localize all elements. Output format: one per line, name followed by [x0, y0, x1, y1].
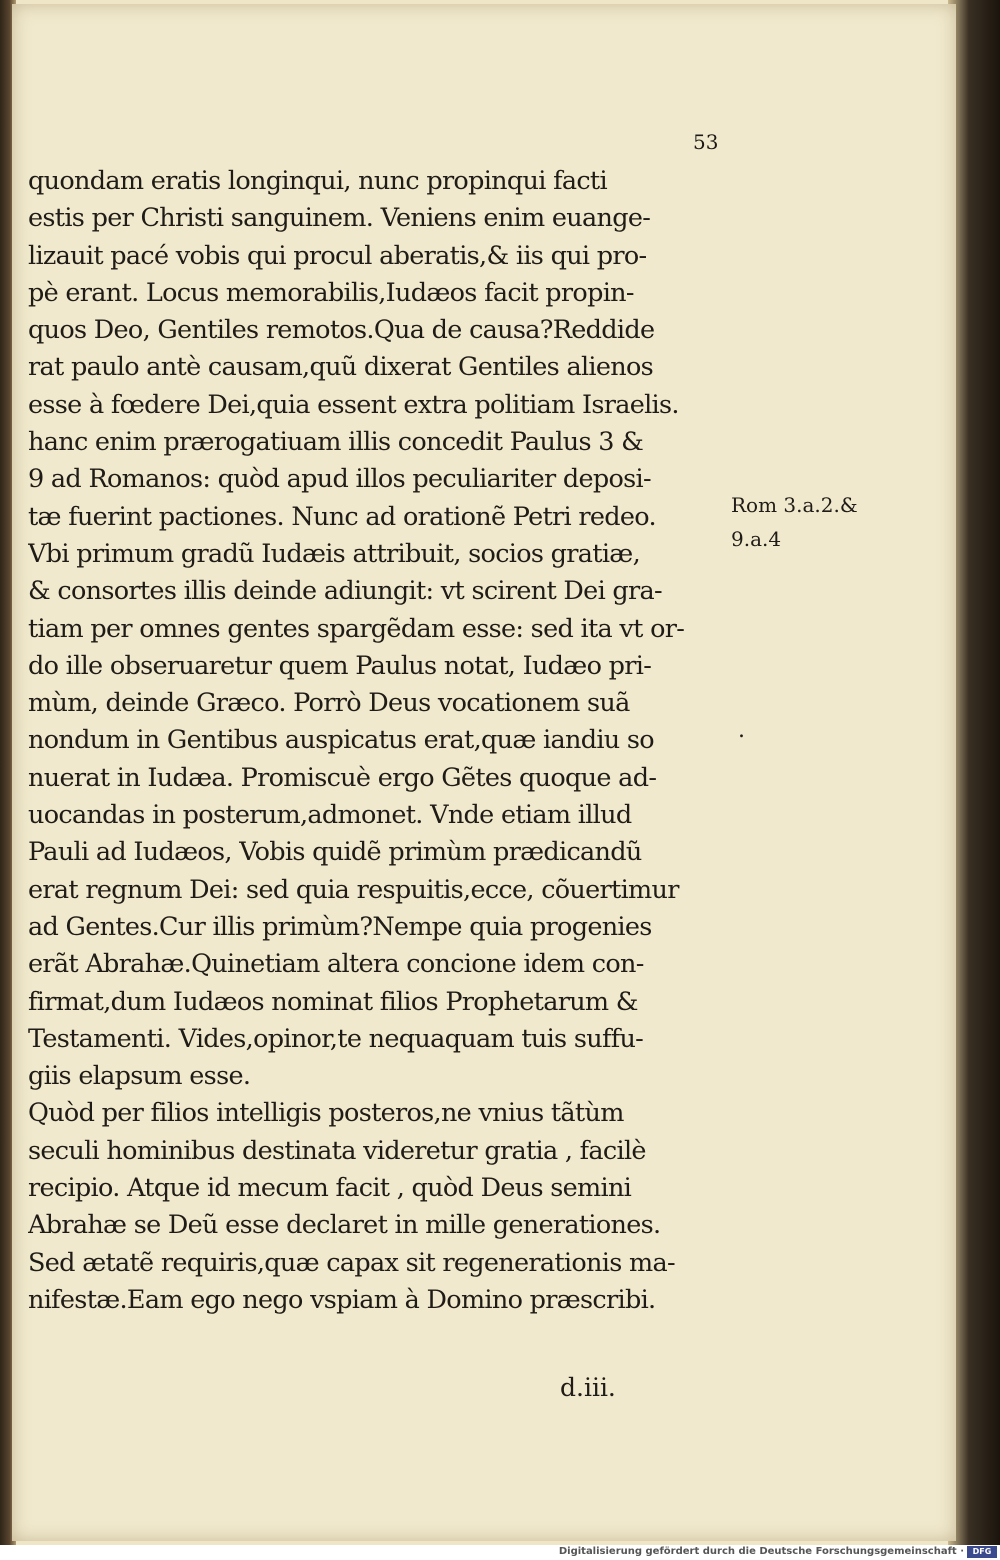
text-line: recipio. Atque id mecum facit , quòd Deus semini	[28, 1173, 632, 1204]
margin-mark: .	[738, 718, 745, 743]
text-line: & consortes illis deinde adiungit: vt scirent Dei gra-	[28, 576, 662, 607]
text-line: Pauli ad Iudæos, Vobis quidẽ primùm prædicandũ	[28, 837, 642, 868]
text-line: pè erant. Locus memorabilis,Iudæos facit propin-	[28, 277, 634, 308]
text-line: rat paulo antè causam,quũ dixerat Gentiles alienos	[28, 352, 654, 383]
text-line: tiam per omnes gentes spargẽdam esse: sed ita vt or-	[28, 613, 685, 644]
text-line: Sed ætatẽ requiris,quæ capax sit regenerationis ma-	[28, 1247, 675, 1278]
margin-note-line-1: Rom 3.a.2.&	[731, 493, 858, 517]
text-line: ad Gentes.Cur illis primùm?Nempe quia progenies	[28, 911, 652, 942]
text-line: Abrahæ se Deũ esse declaret in mille generationes.	[28, 1210, 661, 1241]
text-line: uocandas in posterum,admonet. Vnde etiam illud	[28, 800, 632, 831]
margin-note-line-2: 9.a.4	[731, 527, 782, 551]
footer-credit: Digitalisierung gefördert durch die Deutsche Forschungsgemeinschaft ·	[558, 1546, 964, 1557]
text-line: mùm, deinde Græco. Porrò Deus vocationem suã	[28, 688, 630, 719]
text-line: Vbi primum gradũ Iudæis attribuit, socios gratiæ,	[28, 538, 640, 569]
text-line: erat regnum Dei: sed quia respuitis,ecce, cõuertimur	[28, 874, 679, 905]
text-line: Testamenti. Vides,opinor,te nequaquam tuis suffu-	[28, 1023, 644, 1054]
text-line: giis elapsum esse.	[28, 1061, 251, 1092]
text-line: tæ fuerint pactiones. Nunc ad orationẽ Petri redeo.	[28, 501, 656, 532]
text-line: quondam eratis longinqui, nunc propinqui facti	[28, 166, 607, 196]
text-line: 9 ad Romanos: quòd apud illos peculiariter deposi-	[28, 464, 651, 495]
text-line: estis per Christi sanguinem. Veniens enim euange-	[28, 203, 651, 234]
text-line: hanc enim prærogatiuam illis concedit Paulus 3 &	[28, 427, 644, 458]
text-line: firmat,dum Iudæos nominat filios Prophetarum &	[28, 986, 638, 1017]
text-line: erãt Abrahæ.Quinetiam altera concione idem con-	[28, 949, 644, 980]
body-text-block	[28, 163, 718, 1319]
text-line: esse à fœdere Dei,quia essent extra politiam Israelis.	[28, 389, 679, 420]
text-line: quos Deo, Gentiles remotos.Qua de causa?Reddide	[28, 315, 655, 346]
text-line: seculi hominibus destinata videretur gratia , facilè	[28, 1135, 646, 1166]
text-line: nuerat in Iudæa. Promiscuè ergo Gẽtes quoque ad-	[28, 762, 657, 793]
text-line: do ille obseruaretur quem Paulus notat, Iudæo pri-	[28, 650, 652, 681]
text-line: nondum in Gentibus auspicatus erat,quæ iandiu so	[28, 725, 654, 756]
text-line: Quòd per filios intelligis posteros,ne vnius tãtùm	[28, 1098, 624, 1129]
digitization-footer	[0, 1545, 1000, 1560]
signature-mark: d.iii.	[560, 1373, 616, 1402]
dfg-logo-icon: DFG	[967, 1546, 997, 1558]
text-line: lizauit pacé vobis qui procul aberatis,& iis qui pro-	[28, 240, 647, 271]
page-number: 53	[693, 130, 719, 154]
text-line: nifestæ.Eam ego nego vspiam à Domino præscribi.	[28, 1284, 656, 1315]
